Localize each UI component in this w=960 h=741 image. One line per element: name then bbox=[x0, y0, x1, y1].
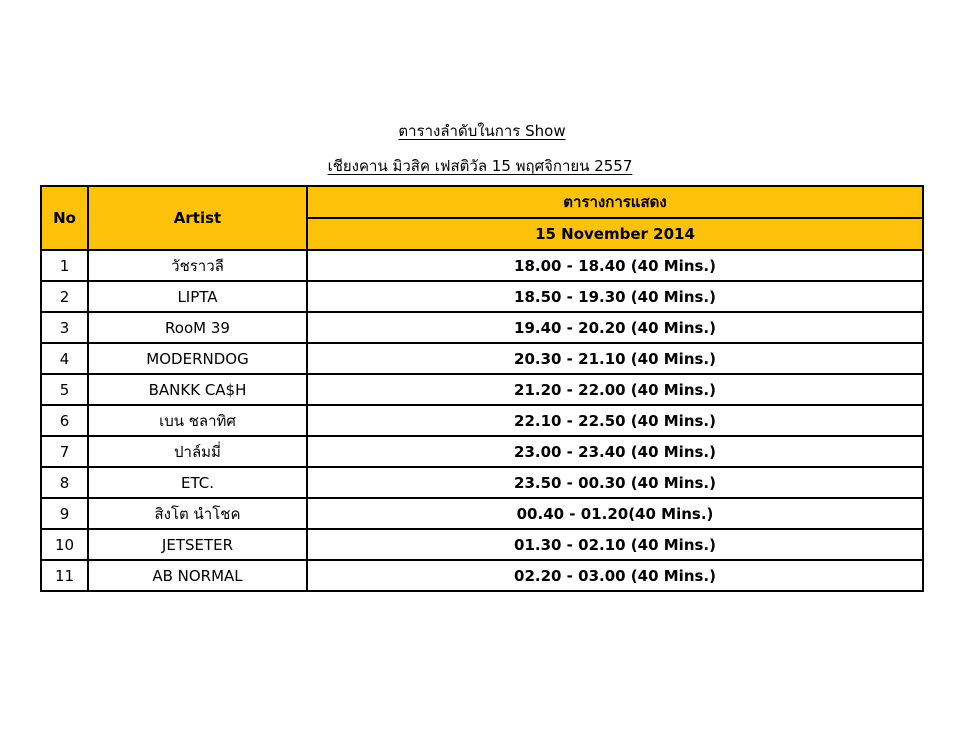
artist-name: JETSETER bbox=[88, 529, 307, 560]
table-row bbox=[41, 281, 923, 312]
show-schedule-table bbox=[40, 185, 924, 592]
artist-name: เบน ชลาทิศ bbox=[88, 405, 307, 436]
table-row bbox=[41, 374, 923, 405]
show-time: 01.30 - 02.10 (40 Mins.) bbox=[307, 529, 923, 560]
artist-name: ปาล์มมี่ bbox=[88, 436, 307, 467]
row-number: 4 bbox=[41, 343, 88, 374]
document-subtitle: เชียงคาน มิวสิค เฟสติวัล 15 พฤศจิกายน 2557 bbox=[327, 157, 633, 175]
artist-name: RooM 39 bbox=[88, 312, 307, 343]
show-time: 00.40 - 01.20(40 Mins.) bbox=[307, 498, 923, 529]
header-row-1 bbox=[41, 186, 923, 218]
artist-name: AB NORMAL bbox=[88, 560, 307, 591]
show-time: 18.00 - 18.40 (40 Mins.) bbox=[307, 250, 923, 281]
header-date: 15 November 2014 bbox=[307, 218, 923, 250]
row-number: 5 bbox=[41, 374, 88, 405]
show-time: 23.50 - 00.30 (40 Mins.) bbox=[307, 467, 923, 498]
artist-name: วัชราวลี bbox=[88, 250, 307, 281]
row-number: 9 bbox=[41, 498, 88, 529]
row-number: 11 bbox=[41, 560, 88, 591]
show-time: 22.10 - 22.50 (40 Mins.) bbox=[307, 405, 923, 436]
show-time: 23.00 - 23.40 (40 Mins.) bbox=[307, 436, 923, 467]
artist-name: LIPTA bbox=[88, 281, 307, 312]
table-row bbox=[41, 467, 923, 498]
document-title: ตารางลำดับในการ Show bbox=[398, 122, 566, 140]
row-number: 8 bbox=[41, 467, 88, 498]
table-row bbox=[41, 436, 923, 467]
table-row bbox=[41, 343, 923, 374]
show-time: 19.40 - 20.20 (40 Mins.) bbox=[307, 312, 923, 343]
show-time: 18.50 - 19.30 (40 Mins.) bbox=[307, 281, 923, 312]
artist-name: ETC. bbox=[88, 467, 307, 498]
table-row bbox=[41, 529, 923, 560]
header-artist: Artist bbox=[88, 186, 307, 250]
show-time: 02.20 - 03.00 (40 Mins.) bbox=[307, 560, 923, 591]
table-row bbox=[41, 312, 923, 343]
table-row bbox=[41, 250, 923, 281]
show-time: 21.20 - 22.00 (40 Mins.) bbox=[307, 374, 923, 405]
row-number: 10 bbox=[41, 529, 88, 560]
table-row bbox=[41, 498, 923, 529]
row-number: 6 bbox=[41, 405, 88, 436]
artist-name: MODERNDOG bbox=[88, 343, 307, 374]
row-number: 3 bbox=[41, 312, 88, 343]
row-number: 7 bbox=[41, 436, 88, 467]
show-time: 20.30 - 21.10 (40 Mins.) bbox=[307, 343, 923, 374]
header-schedule: ตารางการแสดง bbox=[307, 186, 923, 218]
row-number: 1 bbox=[41, 250, 88, 281]
table-row bbox=[41, 405, 923, 436]
artist-name: สิงโต นำโชค bbox=[88, 498, 307, 529]
header-no: No bbox=[41, 186, 88, 250]
artist-name: BANKK CA$H bbox=[88, 374, 307, 405]
table-row bbox=[41, 560, 923, 591]
row-number: 2 bbox=[41, 281, 88, 312]
